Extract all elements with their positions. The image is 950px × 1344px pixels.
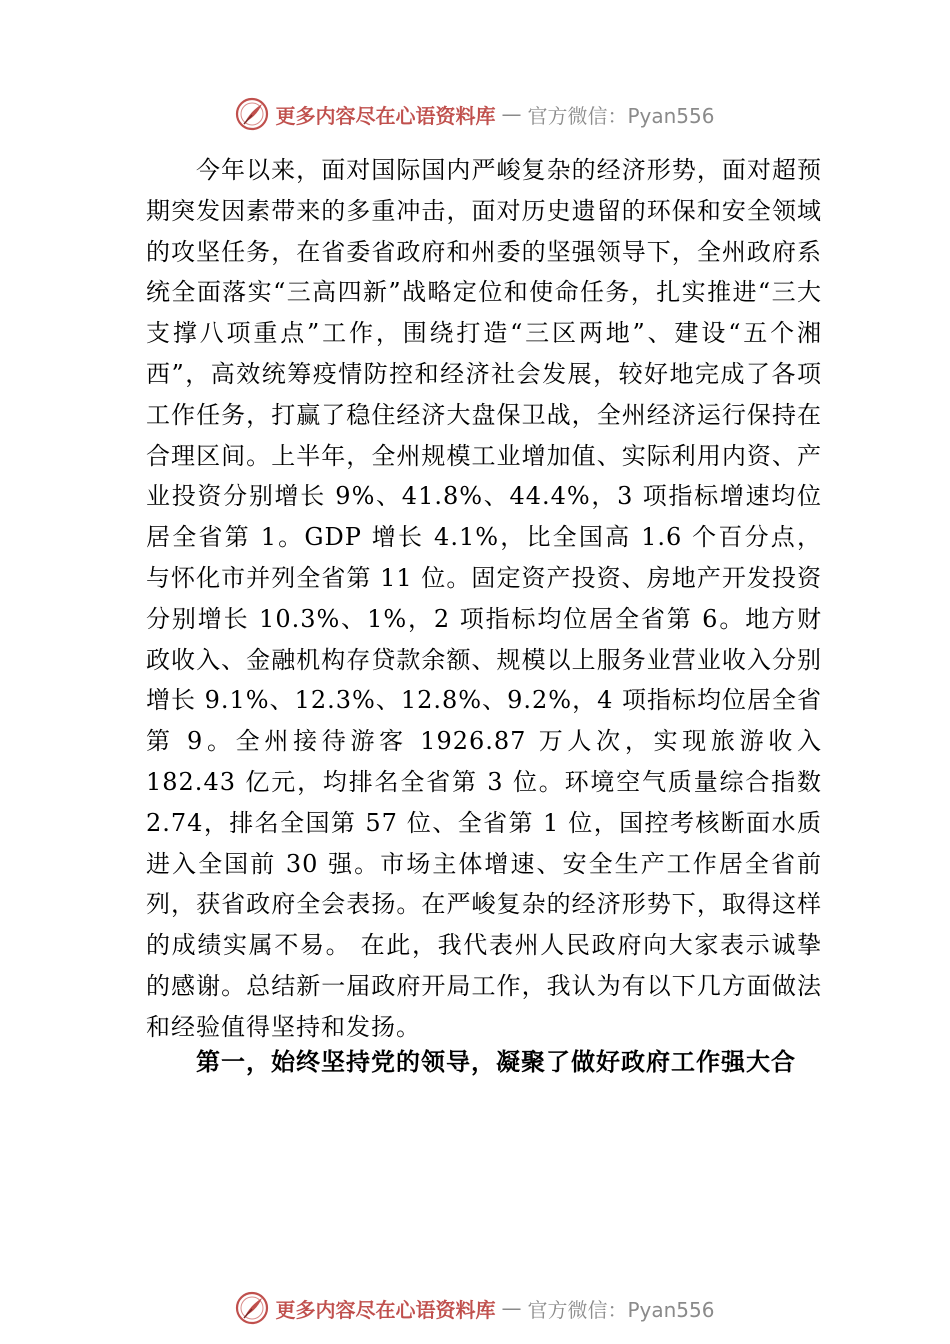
feather-pen-logo-icon (235, 1291, 269, 1325)
watermark-brand-text: 更多内容尽在心语资料库 (275, 1297, 496, 1322)
watermark-wechat-text: 官方微信：Pyan556 (527, 103, 715, 128)
watermark-wechat-text: 官方微信：Pyan556 (527, 1297, 715, 1322)
section-heading: 第一，始终坚持党的领导，凝聚了做好政府工作强大合 (196, 1047, 796, 1076)
body-paragraph: 今年以来，面对国际国内严峻复杂的经济形势，面对超预期突发因素带来的多重冲击，面对历史遗留的环保和安全领域的攻坚任务，在省委省政府和州委的坚强领导下，全州政府系统全面落实“三高四新”战略定位和使命任务，扎实推进“三大支撑八项重点”工作，围绕打造“三区两地”、建设“五个湘西”，高效统筹疫情防控和经济社会发展，较好地完成了各项工作任务，打赢了稳住经济大盘保卫战，全州经济运行保持在合理区间。上半年，全州规模工业增加值、实际利用内资、产业投资分别增长 9%、41.8%、44.4%，3 项指标增速均位居全省第 1。GDP 增长 4.1%，比全国高 1.6 个百分点， 与怀化市并列全省第 11 位。固定资产投资、房地产开发投资分别增长 10.3%、1%，2 项指标均位居全省第 6。地方财政收入、金融机构存贷款余额、规模以上服务业营业收入分别增长 9.1%、12.3%、12.8%、9.2%，4 项指标均位居全省第 9。全州接待游客 1926.87 万人次，实现旅游收入 182.43 亿元，均排名全省第 3 位。环境空气质量综合指数 2.74，排名全国第 57 位、全省第 1 位，国控考核断面水质进入全国前 30 强。市场主体增速、安全生产工作居全省前列，获省政府全会表扬。在严峻复杂的经济形势下，取得这样的成绩实属不易。 在此，我代表州人民政府向大家表示诚挚的感谢。总结新一届政府开局工作，我认为有以下几方面做法和经验值得坚持和发扬。 (146, 156, 822, 1041)
feather-pen-logo-icon (235, 97, 269, 131)
watermark-brand-text: 更多内容尽在心语资料库 (275, 103, 496, 128)
watermark-footer (0, 1288, 950, 1328)
watermark-separator: — (501, 102, 522, 126)
watermark-separator: — (501, 1296, 522, 1320)
watermark-header (0, 94, 950, 134)
